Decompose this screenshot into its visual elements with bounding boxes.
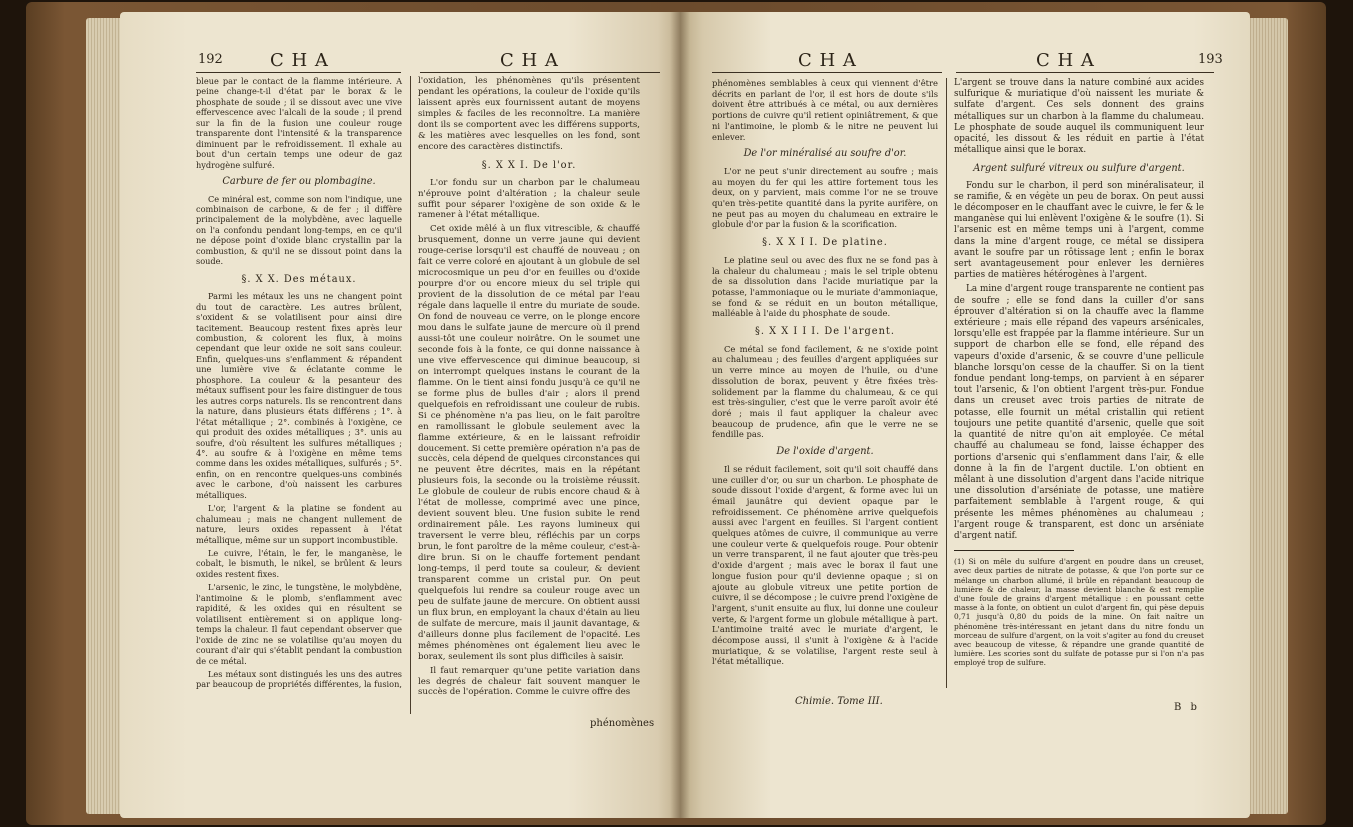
- section-heading: §. X X I I. De platine.: [762, 237, 888, 249]
- header-rule: [712, 72, 942, 73]
- header-rule: [420, 72, 660, 73]
- section-heading: §. X X I. De l'or.: [481, 159, 577, 171]
- paragraph: l'oxidation, les phénomènes qu'ils présentent pendant les opérations, la couleur de l'oxide qu'ils laissent après eux fournissent autant de moyens simples & faciles de les reconnoître. La manière dont ils se comportent avec les différens supports, & les matières avec lesquelles on les fond, sont encore des caractères distinctifs.: [418, 76, 640, 152]
- paragraph: Parmi les métaux les uns ne changent point du tout de caractère. Les autres brûlent, s'oxident & se volatilisent pour ainsi dire tacitement. Beaucoup restent fixes après leur combustion, & colorent les flux, à moins cependant que leur oxide ne soit sans couleur. Enfin, quelques-uns s'enflamment & répandent une lumière vive & éclatante comme le phosphore. La couleur & la pesanteur des métaux suffisent pour les faire distinguer de tous les autres corps naturels. Ils se rencontrent dans la nature, dans plusieurs états différens ; 1°. à l'état métallique ; 2°. combinés à l'oxigène, ce qui produit des oxides métalliques ; 3°. unis au soufre, d'où résultent les sulfures métalliques ; 4°. au soufre & à l'oxigène en même tems comme dans les oxides métalliques, sulfurés ; 5°. enfin, on en rencontre quelques-uns combinés avec le carbone, d'où naissent les carbures métalliques.: [196, 291, 402, 500]
- page-number: 192: [198, 52, 223, 67]
- paragraph: Il faut remarquer qu'une petite variation dans les degrés de chaleur fait souvent manquer le succès de l'opération. Comme le cuivre offre des: [418, 665, 640, 698]
- section-heading: §. X X I I I. De l'argent.: [755, 326, 895, 338]
- running-header: C H A: [1036, 50, 1095, 71]
- paragraph: Le cuivre, l'étain, le fer, le manganèse, le cobalt, le bismuth, le nikel, se brûlent & leurs oxides restent fixes.: [196, 548, 402, 579]
- paragraph: Fondu sur le charbon, il perd son minéralisateur, il se ramifie, & en végète un peu de borax. On peut aussi le décomposer en le chauffant avec le cuivre, le fer & le manganèse qui lui enlèvent l'oxigène & le soufre (1). Si l'arsenic est en même temps uni à l'argent, comme dans la mine d'argent rouge, ce métal se dissipera avant le soufre par un rôtissage lent ; enfin le borax sert avantageusement pour enlever les dernières parties de matières hétérogènes à l'argent.: [954, 180, 1204, 281]
- paragraph: L'argent se trouve dans la nature combiné aux acides sulfurique & muriatique d'où naissent les muriate & sulfate d'argent. Ces sels donnent des grains métalliques sur un charbon à la flamme du chalumeau. Le phosphate de soude auquel ils communiquent leur opacité, les dissout & les réduit en partie à l'état métallique ainsi que le borax.: [954, 78, 1204, 156]
- catchword: phénomènes: [590, 718, 655, 729]
- running-header: C H A: [270, 50, 329, 71]
- paragraph: Le platine seul ou avec des flux ne se fond pas à la chaleur du chalumeau ; mais le sel triple obtenu de sa dissolution dans l'acide muriatique par la potasse, l'ammoniaque ou le muriate d'ammoniaque, se fond & se réduit en un bouton métallique, malléable à l'aide du phosphate de soude.: [712, 254, 938, 319]
- paragraph: Il se réduit facilement, soit qu'il soit chauffé dans une cuiller d'or, ou sur un charbon. Le phosphate de soude dissout l'oxide d'argent, & forme avec lui un émail jaunâtre qui devient opaque par le refroidissement. Ce phénomène arrive quelquefois aussi avec l'argent en feuilles. Si l'argent contient quelques atômes de cuivre, il communique au verre une couleur verte & quelquefois rouge. Pour obtenir un verre transparent, il ne faut ajouter que très-peu d'oxide d'argent ; mais avec le borax il faut une longue fusion pour qu'il devienne opaque ; si on ajoute au globule vitreux une petite portion de cuivre, il se décompose ; le cuivre prend l'oxigène de l'argent, s'unit ensuite au flux, lui donne une couleur verte, & l'argent forme un globule métallique à part. L'antimoine traité avec le muriate d'argent, le décompose aussi, il s'unit à l'oxigène & à l'acide muriatique, & se volatilise, l'argent reste seul à l'état métallique.: [712, 463, 938, 667]
- text-column-right: [954, 78, 1204, 668]
- column-divider: [946, 78, 947, 688]
- paragraph: L'arsenic, le zinc, le tungstène, le molybdène, l'antimoine & le plomb, s'enflamment avec rapidité, & les oxides qui en résultent se volatilisent entièrement si on applique long-temps la chaleur. Il faut cependant observer que l'oxide de zinc ne se volatilise qu'au moyen du courant d'air qui s'établit pendant la combustion de ce métal.: [196, 582, 402, 666]
- paragraph: Ce métal se fond facilement, & ne s'oxide point au chalumeau ; des feuilles d'argent appliquées sur un verre mince au moyen de l'huile, ou d'une dissolution de borax, peuvent y être fixées très-solidement par la flamme du chalumeau, & ce qui est très-singulier, c'est que le verre paroît avoir été doré ; mais il faut appliquer la chaleur avec beaucoup de prudence, afin que le verre ne se fendille pas.: [712, 343, 938, 440]
- right-page: [680, 12, 1250, 818]
- paragraph: L'or fondu sur un charbon par le chalumeau n'éprouve point d'altération ; la chaleur seule suffit pour séparer l'oxigène de son oxide & le ramener à l'état métallique.: [418, 177, 640, 221]
- paragraph: Cet oxide mêlé à un flux vitrescible, & chauffé brusquement, donne un verre jaune qui devient rouge-cerise lorsqu'il est chauffé de nouveau ; on fait ce verre coloré en ajoutant à un globule de sel microcosmique un peu d'or en feuilles ou d'oxide pourpre d'or ou encore mieux du sel triple qui provient de la dissolution de ce métal par l'eau régale dans laquelle il entre du muriate de soude. On fond de nouveau ce verre, on le plonge encore mou dans le sulfate jaune de mercure où il prend aussi-tôt une couleur noirâtre. On le soumet une seconde fois à la fonte, ce qui donne naissance à une vive effervescence qui diminue beaucoup, si on interrompt quelques instans le courant de la flamme. On le tient ainsi fondu jusqu'à ce qu'il ne se forme plus de bulles d'air ; alors il prend quelquefois en refroidissant une couleur de rubis. Si ce phénomène n'a pas lieu, on le fait paroître en ramollissant le globule seulement avec la flamme extérieure, & en le laissant refroidir doucement. Si cette première opération n'a pas de succès, cela dépend de quelques circonstances qui ne peuvent être décrites, mais en la répétant plusieurs fois, la seconde ou la troisième réussit. Le globule de couleur de rubis encore chaud & à l'état de mollesse, comprimé avec une pince, devient souvent bleu. Une fusion subite le rend ordinairement pâle. Les rayons lumineux qui traversent le verre bleu, réfléchis par un corps brun, le font paroître de la même couleur, c'est-à-dire brun. Si on le chauffe fortement pendant long-temps, il perd toute sa couleur, & devient transparent comme un cristal pur. On peut quelquefois lui rendre sa couleur rouge avec un peu de sulfate jaune de mercure. On obtient aussi un flux brun, en employant la chaux d'étain au lieu de sulfate de mercure, mais il jaunit davantage, & d'ailleurs donne plus facilement de l'opacité. Les mêmes phénomènes ont également lieu avec le borax, seulement ils sont plus difficiles à saisir.: [418, 224, 640, 662]
- footnote: (1) Si on mêle du sulfure d'argent en poudre dans un creuset, avec deux parties de nitrate de potasse, & que l'on porte sur ce mélange un charbon allumé, il brûle en répandant beaucoup de lumière & de chaleur, la masse devient blanche & est remplie d'une foule de grains d'argent métallique : en poussant cette masse à la fonte, on obtient un culot d'argent fin, qui pèse depuis 0,71 jusqu'à 0,80 du poids de la mine. On fait naître un phénomène très-intéressant en jetant dans du nitre fondu un morceau de sulfure d'argent, on la voit s'agiter au fond du creuset avec beaucoup de vitesse, & répandre une grande quantité de lumière. Les scories sont du sulfate de potasse pur si l'on n'a pas employé trop de sulfure.: [954, 557, 1204, 668]
- text-column-right: [418, 76, 640, 701]
- page-number: 193: [1198, 52, 1223, 67]
- right-page-edges: [1248, 18, 1288, 814]
- subsection-title: Argent sulfuré vitreux ou sulfure d'argent.: [973, 163, 1185, 175]
- left-page-edges: [86, 18, 122, 814]
- text-column-left: [712, 78, 938, 670]
- paragraph: La mine d'argent rouge transparente ne contient pas de soufre ; elle se fond dans la cuiller d'or sans éprouver d'altération si on la chauffe avec la flamme extérieure ; mais elle répand des vapeurs arsénicales, lorsqu'elle est frappée par la flamme intérieure. Sur un support de charbon elle se fond, elle répand des vapeurs d'oxide d'arsenic, & se couvre d'une pellicule blanche lorsqu'on cesse de la chauffer. Si on la tient fondue pendant long-temps, on parvient à en séparer tout l'arsenic, & l'on obtient l'argent très-pur. Fondue dans un creuset avec trois parties de nitrate de potasse, elle fournit un métal cristallin qui retient toujours une petite quantité d'arsenic, quelle que soit la quantité de nitre qu'on ait employée. Ce métal chauffé au chalumeau se fond, laisse échapper des portions d'arsenic qui s'enflamment dans l'air, & elle donne à la fin de l'argent ductile. L'on obtient en mêlant à une dissolution d'argent dans l'acide nitrique une dissolution d'arséniate de potasse, une matière parfaitement semblable à l'argent rouge, & qui présente les mêmes phénomènes au chalumeau ; l'argent rouge & transparent, est donc un arséniate d'argent natif.: [954, 284, 1204, 541]
- header-rule: [196, 72, 401, 73]
- header-rule: [956, 72, 1214, 73]
- subsection-title: De l'oxide d'argent.: [776, 446, 874, 458]
- subsection-title: De l'or minéralisé au soufre d'or.: [743, 148, 907, 160]
- paragraph: L'or ne peut s'unir directement au soufre ; mais au moyen du fer qui les attire fortement tous les deux, on y parvient, mais comme l'or ne se trouve qu'en très-petite quantité dans la pyrite aurifère, on ne peut pas au moyen du chalumeau en extraire le globule d'or par la fusion & la scorification.: [712, 165, 938, 230]
- volume-footer: Chimie. Tome III.: [795, 696, 883, 707]
- paragraph: phénomènes semblables à ceux qui viennent d'être décrits en parlant de l'or, il est hors de doute s'ils doivent être attribués à ce métal, ou aux dernières portions de cuivre qu'il retient opiniâtrement, & que ni l'antimoine, le plomb & le nitre ne peuvent lui enlever.: [712, 78, 938, 142]
- paragraph: bleue par le contact de la flamme intérieure. A peine change-t-il d'état par le borax & le phosphate de soude ; il se dissout avec une vive effervescence avec l'alcali de la soude ; il prend sur la fin de la fusion une couleur rouge transparente dont l'intensité & la transparence diminuent par le refroidissement. Il exhale au bout d'un certain temps une odeur de gaz hydrogène sulfuré.: [196, 76, 402, 170]
- running-header: C H A: [798, 50, 857, 71]
- column-divider: [410, 76, 411, 714]
- signature-mark: B b: [1174, 702, 1200, 713]
- paragraph: Ce minéral est, comme son nom l'indique, une combinaison de carbone, & de fer ; il diffère principalement de la molybdène, avec laquelle on l'a confondu pendant long-temps, en ce qu'il ne dépose point d'oxide blanc crystallin par la combustion, & qu'il ne se dissout point dans la soude.: [196, 193, 402, 267]
- left-page: [120, 12, 680, 818]
- running-header: C H A: [500, 50, 559, 71]
- subsection-title: Carbure de fer ou plombagine.: [222, 176, 376, 188]
- book-gutter: [670, 12, 690, 818]
- text-column-left: [196, 76, 402, 693]
- paragraph: Les métaux sont distingués les uns des autres par beaucoup de propriétés différentes, la fusion,: [196, 669, 402, 690]
- paragraph: L'or, l'argent & la platine se fondent au chalumeau ; mais ne changent nullement de nature, leurs oxides repassent à l'état métallique, même sur un support incombustible.: [196, 503, 402, 545]
- footnote-rule: [954, 550, 1074, 551]
- section-heading: §. X X. Des métaux.: [241, 273, 357, 285]
